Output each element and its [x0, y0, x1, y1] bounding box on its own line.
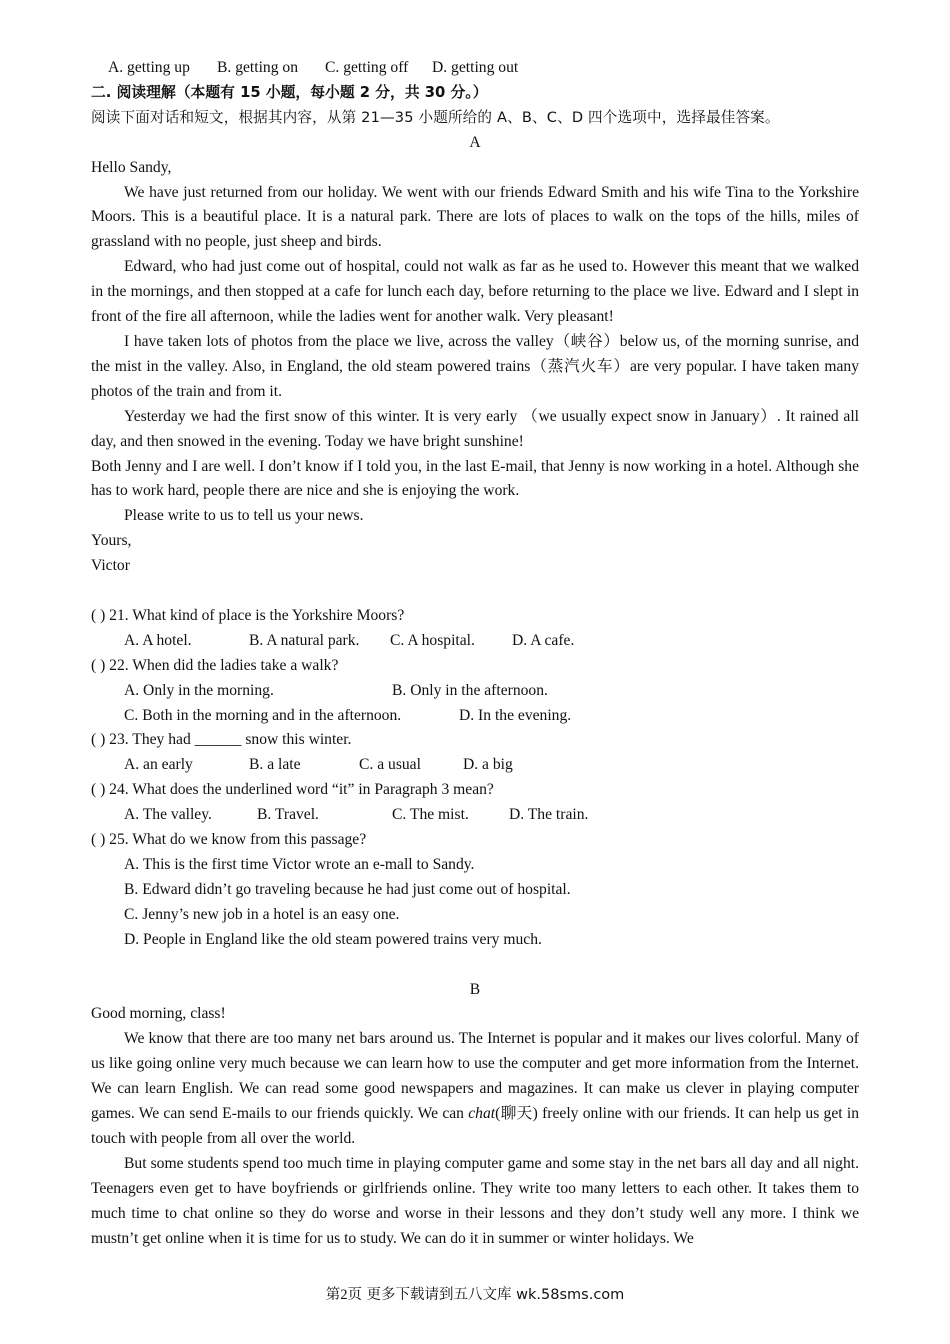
question-23-options	[91, 753, 859, 778]
q23-option-c: C. a usual	[359, 756, 421, 774]
q25-option-d: D. People in England like the old steam powered trains very much.	[124, 930, 542, 948]
q24-option-d: D. The train.	[509, 806, 589, 824]
option-a: A. getting up	[108, 59, 190, 76]
page-footer	[0, 1283, 950, 1304]
option-c: C. getting off	[325, 59, 409, 76]
passage-a-paragraph-6: Please write to us to tell us your news.	[124, 507, 364, 525]
passage-a-label: A	[469, 133, 481, 151]
passage-b-chat-word: chat	[468, 1105, 496, 1123]
q23-option-d: D. a big	[463, 756, 513, 774]
footer-page-prefix: 第	[325, 1287, 341, 1303]
option-b: B. getting on	[217, 59, 298, 76]
passage-b-paragraph-1	[91, 1027, 859, 1152]
question-25-stem: ( ) 25. What do we know from this passage?	[91, 831, 367, 849]
q21-option-b: B. A natural park.	[249, 631, 360, 649]
q22-option-d: D. In the evening.	[459, 706, 572, 724]
option-row-top	[91, 56, 859, 81]
footer-page-suffix: 页 更多下载请到五八文库 wk.58sms.com	[347, 1287, 625, 1303]
passage-a-paragraph-2: Edward, who had just come out of hospital, could not walk as far as he used to. However this meant that we walked in the mornings, and then stopped at a cafe for lunch each day, before returning to the place we live. Edward and I slept in front of the fire all afternoon, while the ladies went for another walk. Very pleasant!	[91, 258, 859, 326]
passage-b-greeting: Good morning, class!	[91, 1005, 226, 1023]
q25-option-b: B. Edward didn’t go traveling because he had just come out of hospital.	[124, 880, 571, 898]
q22-option-b: B. Only in the afternoon.	[392, 681, 548, 699]
blank-line	[91, 579, 859, 604]
q21-option-a: A. A hotel.	[124, 631, 192, 649]
q25-option-c: C. Jenny’s new job in a hotel is an easy one.	[124, 905, 400, 923]
question-22-options-row-2	[91, 704, 859, 729]
question-23-stem: ( ) 23. They had ______ snow this winter.	[91, 731, 352, 749]
passage-a-paragraph-1: We have just returned from our holiday. We went with our friends Edward Smith and his wife Tina to the Yorkshire Moors. This is a beautiful place. It is a natural park. There are lots of places to walk on the tops of the hills, miles of grassland with no people, just sheep and birds.	[91, 183, 859, 251]
question-22-options-row-1	[91, 679, 859, 704]
passage-b-p1-text-end: (聊天) freely online with our friends. It can help us get in touch with people from all over the world.	[91, 1105, 860, 1147]
q22-option-a: A. Only in the morning.	[124, 681, 274, 699]
section-heading: 二. 阅读理解（本题有 15 小题，每小题 2 分，共 30 分。）	[91, 83, 488, 101]
q24-option-b: B. Travel.	[257, 806, 319, 824]
question-24-stem: ( ) 24. What does the underlined word “it” in Paragraph 3 mean?	[91, 781, 494, 799]
passage-b-label: B	[469, 980, 481, 998]
document-page	[91, 56, 859, 1251]
passage-a-paragraph-3: I have taken lots of photos from the place we live, across the valley（峡谷）below us, of the morning sunrise, and the mist in the valley. Also, in England, the old steam powered trains（蒸汽火车）are very popular. I have taken many photos of the train and from it.	[91, 332, 859, 400]
q24-option-a: A. The valley.	[124, 806, 212, 824]
question-22-stem: ( ) 22. When did the ladies take a walk?	[91, 656, 339, 674]
q23-option-b: B. a late	[249, 756, 301, 774]
passage-b-paragraph-2: But some students spend too much time in playing computer game and some stay in the net bars all day and all night. Teenagers even get to have boyfriends or girlfriends online. They write too many letters to each other. It takes them to much time to chat online so they do worse and worse in their lessons and they don’t study well any more. I think we mustn’t get online when it is time for us to study. We can do it in summer or winter holidays. We	[91, 1154, 859, 1247]
question-21-options	[91, 629, 859, 654]
q25-option-a: A. This is the first time Victor wrote an e-mall to Sandy.	[124, 855, 475, 873]
q22-option-c: C. Both in the morning and in the afternoon.	[124, 706, 402, 724]
footer-page-number: 2	[340, 1287, 348, 1303]
q24-option-c: C. The mist.	[392, 806, 469, 824]
option-d: D. getting out	[432, 59, 519, 76]
blank-line	[91, 953, 859, 978]
question-21-stem: ( ) 21. What kind of place is the Yorkshire Moors?	[91, 606, 405, 624]
question-24-options	[91, 803, 859, 828]
passage-a-paragraph-4: Yesterday we had the first snow of this winter. It is very early （we usually expect snow in January）. It rained all day, and then snowed in the evening. Today we have bright sunshine!	[91, 407, 859, 450]
letter-closing: Yours,	[91, 532, 132, 550]
passage-a-paragraph-5: Both Jenny and I are well. I don’t know if I told you, in the last E-mail, that Jenny is now working in a hotel. Although she has to work hard, people there are nice and she is enjoying the work.	[91, 457, 859, 500]
passage-b-p1-text-start: We know that there are too many net bars around us. The Internet is popular and it makes our lives colorful. Many of us like going online very much because we can learn how to use the computer and get more information from the Internet. We can learn English. We can read some good newspapers and magazines. It can make us clever in playing computer games. We can send E-mails to our friends quickly. We can	[91, 1030, 859, 1123]
passage-a-greeting: Hello Sandy,	[91, 158, 172, 176]
q23-option-a: A. an early	[124, 756, 193, 774]
letter-signature: Victor	[91, 557, 130, 575]
q21-option-d: D. A cafe.	[512, 631, 575, 649]
q21-option-c: C. A hospital.	[390, 631, 475, 649]
section-instruction: 阅读下面对话和短文，根据其内容，从第 21—35 小题所给的 A、B、C、D 四个选项中，选择最佳答案。	[91, 108, 780, 126]
